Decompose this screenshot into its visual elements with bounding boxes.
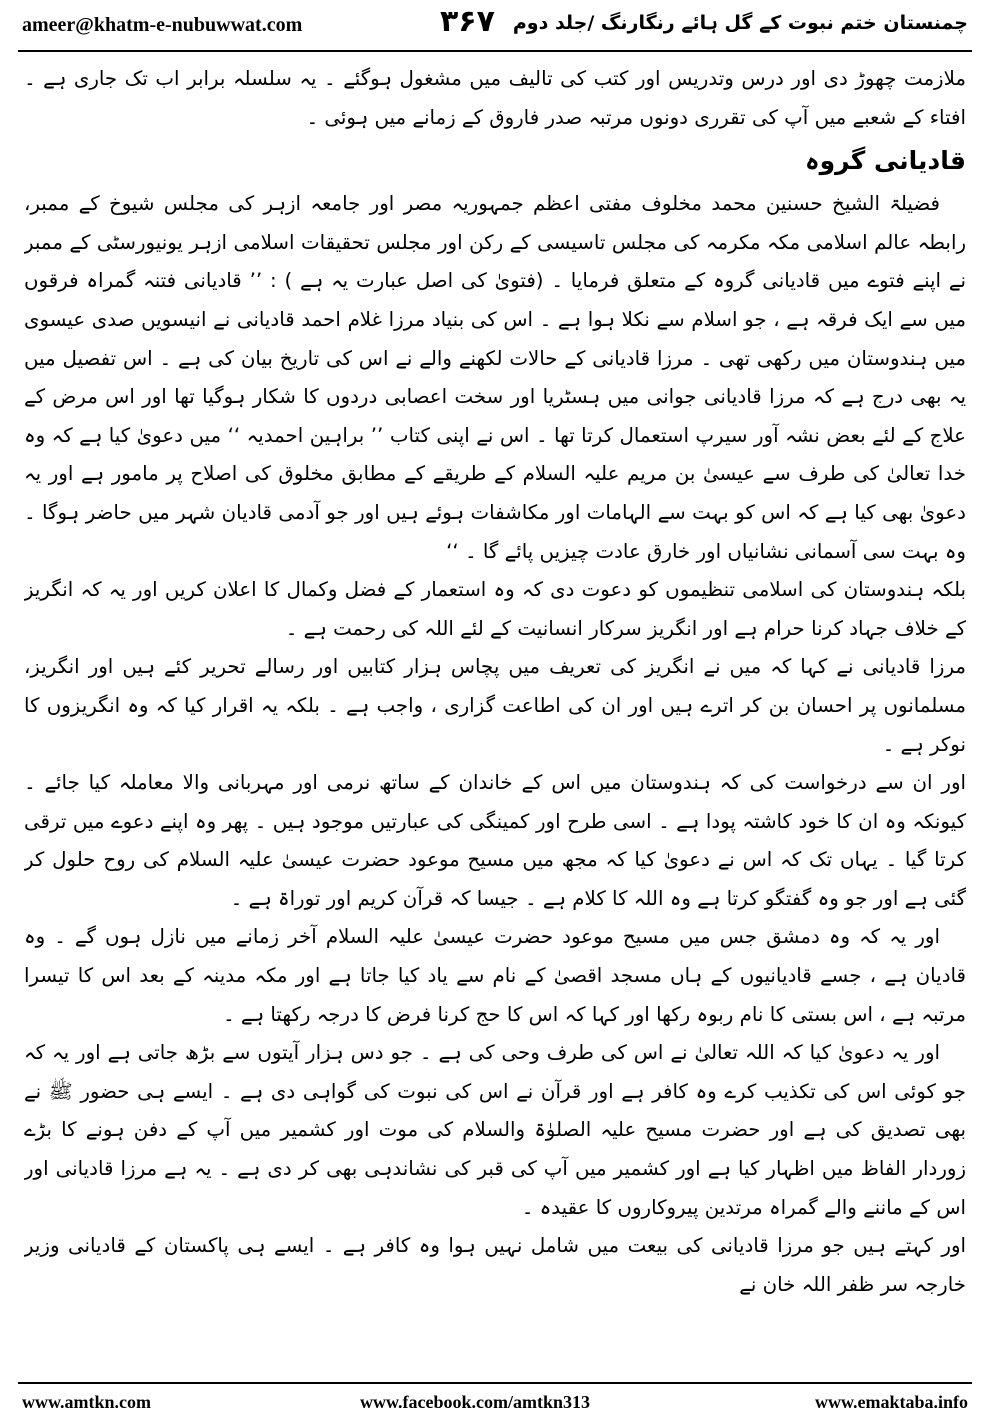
paragraph: مرزا قادیانی نے کہا کہ میں نے انگریز کی تعریف میں پچاس ہزار کتابیں اور رسالے تحریر کئے ہیں اور انگریز، مسلمانوں پر احسان بن کر اترے ہیں اور ان کی اطاعت گزاری ، واجب ہے ۔ بلکہ یہ اقرار کیا کہ وہ انگریزوں کا نوکر ہے ۔ bbox=[24, 655, 966, 756]
footer-link-facebook[interactable]: www.facebook.com/amtkn313 bbox=[360, 1392, 590, 1412]
page-header bbox=[0, 0, 990, 60]
section-heading: قادیانی گروہ bbox=[804, 146, 966, 176]
paragraph: اور یہ کہ وہ دمشق جس میں مسیح موعود حضرت عیسیٰ علیہ السلام آخر زمانے میں نازل ہوں گے ۔ وہ قادیان ہے ، جسے قادیانیوں کے ہاں مسجد اقصیٰ کے نام سے یاد کیا جاتا ہے اور مکہ مدینہ کے بعد اس کا تیسرا مرتبہ ہے ، اس بستی کا نام ربوہ رکھا اور کہا کہ اس کا حج کرنا فرض کا درجہ رکھتا ہے ۔ bbox=[24, 925, 966, 1026]
paragraph-intro: ملازمت چھوڑ دی اور درس وتدریس اور کتب کی تالیف میں مشغول ہوگئے ۔ یہ سلسلہ برابر اب تک جاری ہے ۔ افتاء کے شعبے میں آپ کی تقرری دونوں مرتبہ صدر فاروق کے زمانے میں ہوئی ۔ bbox=[24, 67, 966, 129]
footer-link-emaktaba[interactable]: www.emaktaba.info bbox=[814, 1392, 968, 1412]
paragraph-fatwa: فضیلۃ الشیخ حسنین محمد مخلوف مفتی اعظم جمہوریہ مصر اور جامعہ ازہر کی مجلس شیوخ کے ممبر، رابطہ عالم اسلامی مکہ مکرمہ کی مجلس تاسیسی کے رکن اور مجلس تحقیقات اسلامی ازہر یونیورسٹی کے ممبر نے اپنے فتوے میں قادیانی گروہ کے متعلق فرمایا ۔ (فتویٰ کی اصل عبارت یہ ہے ) : ’’ قادیانی فتنہ گمراہ فرقوں میں سے ایک فرقہ ہے ، جو اسلام سے نکلا ہوا ہے ۔ اس کی بنیاد مرزا غلام احمد قادیانی نے انیسویں صدی عیسوی میں ہندوستان میں رکھی تھی ۔ مرزا قادیانی کے حالات لکھنے والے نے اس کی تاریخ بیان کی ہے ۔ اس تفصیل میں یہ بھی درج ہے کہ مرزا قادیانی جوانی میں ہسٹریا اور سخت اعصابی دردوں کا شکار ہوگیا تھا اور اس مرض کے علاج کے لئے بعض نشہ آور سیرپ استعمال کرتا تھا ۔ اس نے اپنی کتاب ’’ براہین احمدیہ ‘‘ میں دعویٰ کیا ہے کہ وہ خدا تعالیٰ کی طرف سے عیسیٰ بن مریم علیہ السلام کے طریقے کے مطابق مخلوق کی اصلاح پر مامور ہے اور یہ دعویٰ بھی کیا ہے کہ اس کو بہت سے الہامات اور مکاشفات ہوئے ہیں اور جو آدمی قادیان شہر میں حاضر ہوگا ۔ وہ بہت سی آسمانی نشانیاں اور خارق عادت چیزیں پائے گا ۔ ‘‘ bbox=[24, 192, 966, 563]
footer-link-amtkn[interactable]: www.amtkn.com bbox=[22, 1392, 151, 1412]
page-footer bbox=[0, 1382, 990, 1420]
page-body bbox=[24, 60, 966, 1380]
page-number: ۳۶۷ bbox=[440, 4, 495, 39]
header-divider bbox=[18, 50, 972, 52]
paragraph: اور کہتے ہیں جو مرزا قادیانی کی بیعت میں شامل نہیں ہوا وہ کافر ہے ۔ ایسے ہی پاکستان کے قادیانی وزیر خارجہ سر ظفر اللہ خان نے bbox=[24, 1234, 966, 1296]
paragraph: اور یہ دعویٰ کیا کہ اللہ تعالیٰ نے اس کی طرف وحی کی ہے ۔ جو دس ہزار آیتوں سے بڑھ جاتی ہے اور یہ کہ جو کوئی اس کی تکذیب کرے وہ کافر ہے اور قرآن نے اس کی نبوت کی گواہی دی ہے ۔ ایسے ہی حضور ﷺ نے بھی تصدیق کی ہے اور حضرت مسیح علیہ الصلوٰۃ والسلام کی موت اور کشمیر میں آپ کے دفن ہونے کا بڑے زوردار الفاظ میں اظہار کیا ہے اور کشمیر میں آپ کی قبر کی نشاندہی بھی کر دی ہے ۔ یہ ہے مرزا قادیانی اور اس کے ماننے والے گمراہ مرتدین پیروکاروں کا عقیدہ ۔ bbox=[24, 1041, 966, 1219]
paragraph: اور ان سے درخواست کی کہ ہندوستان میں اس کے خاندان کے ساتھ نرمی اور مہربانی والا معاملہ کیا جائے ۔ کیونکہ وہ ان کا خود کاشتہ پودا ہے ۔ اسی طرح اور کمینگی کی عبارتیں موجود ہیں ۔ پھر وہ اپنے دعوے میں ترقی کرتا گیا ۔ یہاں تک کہ اس نے دعویٰ کیا کہ مجھ میں مسیح موعود حضرت عیسیٰ علیہ السلام کی روح حلول کر گئی ہے اور جو وہ گفتگو کرتا ہے وہ اللہ کا کلام ہے ۔ جیسا کہ قرآن کریم اور توراۃ ہے ۔ bbox=[24, 771, 966, 910]
paragraph: بلکہ ہندوستان کی اسلامی تنظیموں کو دعوت دی کہ وہ استعمار کے فضل وکمال کا اعلان کریں اور یہ کہ انگریز کے خلاف جہاد کرنا حرام ہے اور انگریز سرکار انسانیت کے لئے اللہ کی رحمت ہے ۔ bbox=[24, 578, 966, 640]
header-email: ameer@khatm-e-nubuwwat.com bbox=[22, 14, 303, 36]
book-title: چمنستان ختم نبوت کے گل ہائے رنگارنگ /جلد دوم bbox=[512, 12, 968, 34]
footer-divider bbox=[18, 1382, 972, 1384]
